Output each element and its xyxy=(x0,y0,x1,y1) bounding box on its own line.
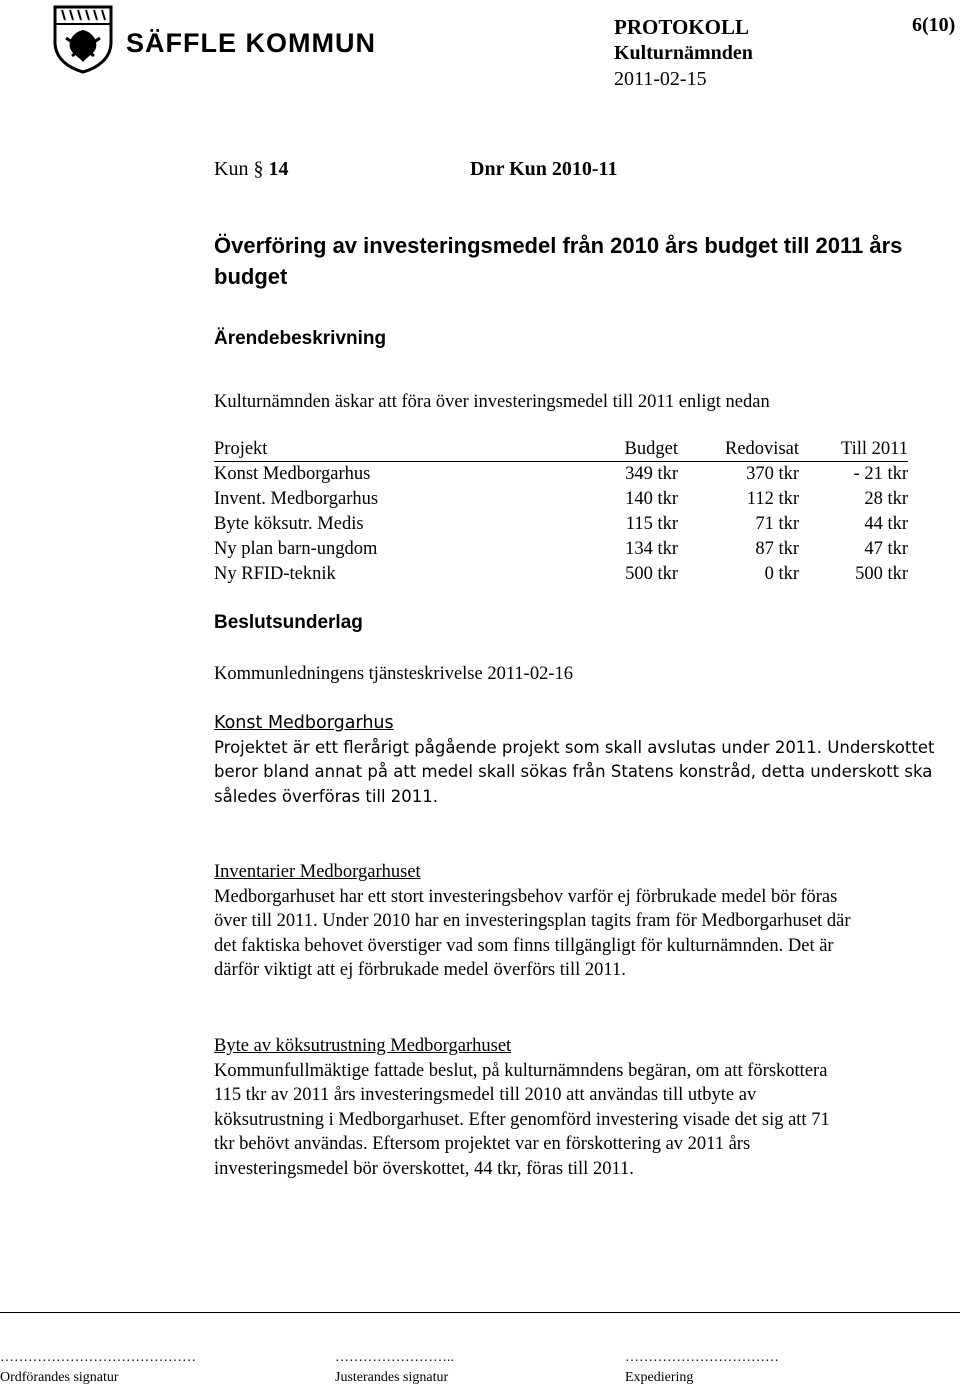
footer-divider xyxy=(0,1312,960,1313)
cell-till-2011: 500 tkr xyxy=(855,564,908,584)
case-prefix: Kun xyxy=(214,158,249,180)
cell-till-2011: 47 tkr xyxy=(864,539,908,559)
cell-redovisat: 112 tkr xyxy=(746,489,799,509)
body-line: således överföras till 2011. xyxy=(214,786,439,806)
beslutsunderlag-heading: Beslutsunderlag xyxy=(214,612,363,633)
signature-dots: …………………………… xyxy=(625,1350,779,1365)
beslutsunderlag-text: Kommunledningens tjänsteskrivelse 2011-02-16 xyxy=(214,664,573,684)
page-number: 6(10) xyxy=(912,14,956,36)
signature-label: Ordförandes signatur xyxy=(0,1370,119,1385)
municipality-logo xyxy=(52,4,376,74)
cell-till-2011: 28 tkr xyxy=(864,489,908,509)
coat-of-arms-icon xyxy=(52,4,114,74)
cell-projekt: Byte köksutr. Medis xyxy=(214,514,364,534)
body-line: Kommunfullmäktige fattade beslut, på kulturnämndens begäran, om att förskottera xyxy=(214,1060,828,1081)
budget-table xyxy=(214,439,914,589)
section-heading: Konst Medborgarhus xyxy=(214,713,394,733)
page-title: Överföring av investeringsmedel från 2010 års budget till 2011 års budget xyxy=(214,233,903,289)
cell-redovisat: 87 tkr xyxy=(755,539,799,559)
body-line: Medborgarhuset har ett stort investeringsbehov varför ej förbrukade medel bör föras xyxy=(214,886,838,907)
signature-justerande xyxy=(335,1348,454,1388)
col-header-budget: Budget xyxy=(624,439,678,459)
table-row xyxy=(214,564,914,589)
cell-budget: 349 tkr xyxy=(625,464,678,484)
arendebeskrivning-heading: Ärendebeskrivning xyxy=(214,328,387,349)
cell-budget: 115 tkr xyxy=(625,514,678,534)
col-header-till-2011: Till 2011 xyxy=(840,439,908,459)
cell-till-2011: 44 tkr xyxy=(864,514,908,534)
section-kok xyxy=(214,1034,959,1181)
section-body xyxy=(214,885,959,983)
dnr-number: Dnr Kun 2010-11 xyxy=(470,158,618,180)
header-underline xyxy=(214,461,908,462)
body-line: köksutrustning i Medborgarhuset. Efter genomförd investering visade det sig att 71 xyxy=(214,1109,830,1130)
table-header-row xyxy=(214,439,914,464)
cell-till-2011: - 21 tkr xyxy=(853,464,908,484)
section-heading: Byte av köksutrustning Medborgarhuset xyxy=(214,1036,512,1056)
body-line: 115 tkr av 2011 års investeringsmedel till 2010 att användas till utbyte av xyxy=(214,1085,757,1105)
committee-name: Kulturnämnden xyxy=(614,42,753,64)
body-line: Projektet är ett flerårigt pågående projekt som skall avslutas under 2011. Underskottet xyxy=(214,737,935,757)
body-line: över till 2011. Under 2010 har en investeringsplan tagits fram för Medborgarhuset där xyxy=(214,911,851,931)
case-reference xyxy=(214,158,288,181)
section-konst-medborgarhus xyxy=(214,711,959,809)
body-line: tkr behövt användas. Eftersom projektet var en förskottering av 2011 års xyxy=(214,1134,751,1154)
table-row xyxy=(214,514,914,539)
document-header xyxy=(614,14,753,92)
col-header-projekt: Projekt xyxy=(214,439,268,459)
case-number: 14 xyxy=(268,158,289,180)
meeting-date: 2011-02-15 xyxy=(614,68,707,90)
table-row xyxy=(214,489,914,514)
section-sign: § xyxy=(253,158,264,180)
cell-projekt: Ny plan barn-ungdom xyxy=(214,539,378,559)
section-body xyxy=(214,736,959,810)
section-body xyxy=(214,1059,959,1182)
body-line: investeringsmedel bör överskottet, 44 tkr, föras till 2011. xyxy=(214,1158,634,1179)
section-heading: Inventarier Medborgarhuset xyxy=(214,862,421,882)
doc-type: PROTOKOLL xyxy=(614,15,749,39)
cell-budget: 140 tkr xyxy=(625,489,678,509)
signature-label: Expediering xyxy=(625,1370,694,1385)
cell-budget: 134 tkr xyxy=(625,539,678,559)
signature-ordforande xyxy=(0,1348,196,1388)
body-line: därför viktigt att ej förbrukade medel överförs till 2011. xyxy=(214,960,626,980)
cell-redovisat: 71 tkr xyxy=(755,514,799,534)
signature-label: Justerandes signatur xyxy=(335,1370,449,1385)
org-name: SÄFFLE KOMMUN xyxy=(126,27,376,58)
section-inventarier xyxy=(214,860,959,983)
table-row xyxy=(214,539,914,564)
arendebeskrivning-text: Kulturnämnden äskar att föra över investeringsmedel till 2011 enligt nedan xyxy=(214,392,770,412)
cell-redovisat: 0 tkr xyxy=(764,564,799,584)
signature-dots: …………………………………… xyxy=(0,1350,196,1365)
body-line: det faktiska behovet överstiger vad som finns tillgängligt för kulturnämnden. Det är xyxy=(214,935,834,956)
cell-projekt: Ny RFID-teknik xyxy=(214,564,336,584)
signature-expediering xyxy=(625,1348,779,1388)
body-line: beror bland annat på att medel skall sökas från Statens konstråd, detta underskott ska xyxy=(214,762,933,781)
cell-redovisat: 370 tkr xyxy=(746,464,799,484)
cell-projekt: Invent. Medborgarhus xyxy=(214,489,379,509)
col-header-redovisat: Redovisat xyxy=(725,439,799,459)
signature-dots: …………………….. xyxy=(335,1350,454,1365)
cell-budget: 500 tkr xyxy=(625,564,678,584)
table-row xyxy=(214,464,914,489)
cell-projekt: Konst Medborgarhus xyxy=(214,464,371,484)
